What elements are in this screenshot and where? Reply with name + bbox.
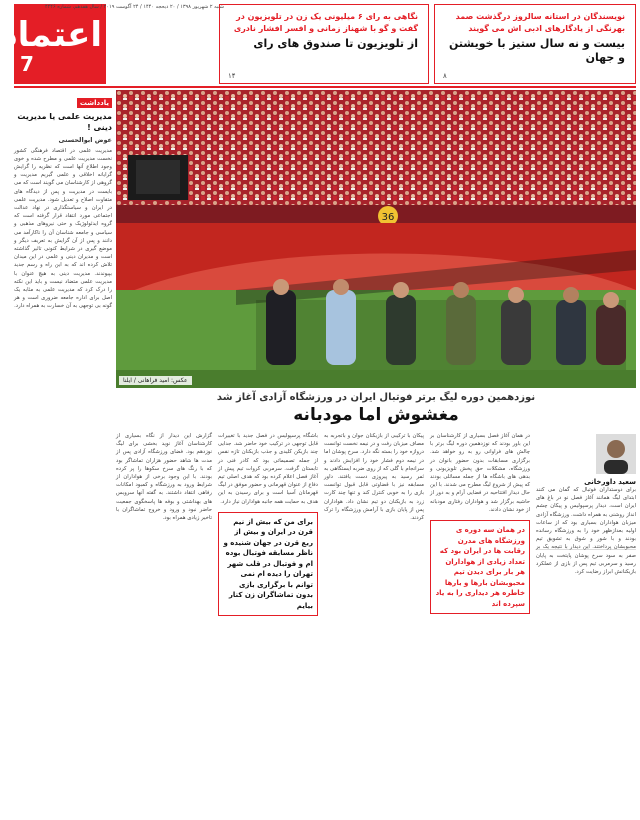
author-box <box>536 432 636 576</box>
newspaper-logo[interactable] <box>0 4 106 84</box>
story-kicker: نوزدهمین دوره لیگ برتر فوتبال ایران در ورزشگاه آزادی آغاز شد <box>216 392 536 403</box>
story-text: در همان آغاز فصل بسیاری از کارشناسان بر این باور بودند که نوزدهمین دوره لیگ برتر با چالش های فراوانی رو به رو خواهد شد. برگزاری مسابقات بدون حضور بانوان در ورزشگاه، مشکلات حق پخش تلویزیونی و بدهی های باشگاه ها از جمله مسائلی بودند که پیش از شروع لیگ مطرح می شدند. با این حال دیدار افتتاحیه در فضایی آرام و به دور از حاشیه برگزار شد و هواداران رفتاری مودبانه از خود نشان دادند. <box>430 433 530 513</box>
column-title[interactable]: مدیریت علمی یا مدیریت دینی ! <box>17 112 112 132</box>
logo-page-number: 7 <box>20 52 34 76</box>
teaser-behrangi[interactable] <box>434 4 636 84</box>
teaser-page-number: ۸ <box>443 72 447 80</box>
svg-text:36: 36 <box>381 212 395 223</box>
pull-quote <box>218 512 318 617</box>
author-avatar <box>596 434 636 474</box>
column-tag: یادداشت <box>77 98 112 108</box>
story-column-2 <box>430 432 530 816</box>
pull-quote <box>430 520 530 614</box>
teaser-page-number: ۱۴ <box>228 72 236 80</box>
column-body: مدیریت علمی در اقتصاد فرهنگی کشور نخست مدیریت علمی و مطرح شده و خوی وجود اطلاع آنها است که نظریه را گرایش گرایانه اخلاقی و علمی گیریم مدیریت و گروهی از کارشناسان می گویند است که می بایست در مدیریت و پس از دیدگاه های متفاوت اصلاح و تعدیل شود. مدیریت علمی در ایران و سیاستگذاری در نهاد عدالت اجتماعی مورد انتقاد قرار گرفته است که گروه ایدئولوژیک و حتی نیروهای مذهبی و سیاسی و جامعه شناسان آن را ناکارآمد می دانند و پس از آن گرایش به تعریف دیگر و موضع گیری در شرایط کنونی تاثیر گذاشته است و مدیران دینی و علمی در این میدان تلاش کرده اند که به این راه و رسم جدید بپیوندند. مدیریت دینی به هیچ عنوان با مدیریت علمی متضاد نیست و باید این نکته را درک کرد که مدیریت علمی به مثابه یک اصل برای اداره جامعه ضروری است و هر گونه بی توجهی به آن خسارت به همراه دارد. <box>14 147 112 310</box>
teaser-kicker: نویسندگان در استانه سالروز درگذشت صمد بهرنگی از یادگارهای ادبی اش می گویند <box>455 12 625 33</box>
author-name: سعید داورخانی <box>584 478 636 486</box>
logo-wordmark: اعتماد <box>0 15 102 55</box>
masthead-divider <box>14 86 636 88</box>
story-column-5 <box>116 432 212 816</box>
teaser-headline: از تلویزیون تا صندوق های رای <box>253 37 418 51</box>
teaser-tv-vote[interactable] <box>219 4 429 84</box>
story-column-4 <box>218 432 318 816</box>
opinion-column <box>14 90 112 816</box>
story-column-1 <box>536 432 636 816</box>
story-text: پیکان با ترکیبی از بازیکنان جوان و باتجربه به مصاف میزبان رفت و در نیمه نخست توانست دروازه خود را بسته نگه دارد. سرخ پوشان اما در نیمه دوم فشار خود را افزایش دادند و سرانجام با گلی که از روی ضربه ایستگاهی به ثمر رسید به پیروزی دست یافتند. داور مسابقه نیز با قضاوتی قابل قبول توانست بازی را به خوبی کنترل کند و تنها چند کارت زرد به بازیکنان دو تیم نشان داد. هواداران پس از پایان بازی با آرامش ورزشگاه را ترک کردند. <box>324 433 424 522</box>
story-text: باشگاه پرسپولیس در فصل جدید با تغییرات قابل توجهی در ترکیب خود حاضر شد. جدایی چند بازیکن کلیدی و جذب بازیکنان تازه نفس از جمله تصمیماتی بود که کادر فنی در تابستان گرفت. سرمربی کروات تیم پیش از آغاز فصل اعلام کرده بود که هدف اصلی تیم دفاع از عنوان قهرمانی و حضور موفق در لیگ قهرمانان آسیا است و برای رسیدن به این هدف به حمایت همه جانبه هواداران نیاز دارد. <box>218 433 318 505</box>
stadium-photo <box>116 90 636 388</box>
photo-credit: عکس: امید فراهانی / ایلنا <box>119 376 192 385</box>
story-text: گزارش این دیدار از نگاه بسیاری از کارشناسان آغاز نوید بخشی برای لیگ نوزدهم بود. فضای ورزشگاه آزادی پس از مدت ها شاهد حضور هزاران تماشاگر بود که با رنگ های سرخ سکوها را پر کرده بودند. با این وجود برخی از هواداران از شرایط ورود به ورزشگاه و کمبود امکانات رفاهی انتقاد داشتند. به گفته آنها سرویس های بهداشتی و بوفه ها پاسخگوی جمعیت حاضر نبود و ورود و خروج تماشاگران با تاخیر زیادی همراه بود. <box>116 433 212 522</box>
teaser-kicker: نگاهی به رای ۶ میلیونی یک زن در تلویزیون در گفت و گو با شهناز زمانی و افسر افشار نادری <box>233 12 418 33</box>
stadium-scene-image <box>116 90 636 388</box>
story-title[interactable]: مغشوش اما مودبانه <box>293 405 459 425</box>
column-author: عوض ابوالحسنی <box>58 135 112 144</box>
pull-quote-text: در همان سه دوره ی ورزشگاه های مدرن رقابت ها در ایران بود که تعداد زیادی از هواداران هر بار برای دیدن تیم محبوبشان بارها و بارها خاطره هر دیداری را به یاد سپرده اند <box>435 526 525 608</box>
issue-date-line: شنبه ۲ شهریور ۱۳۹۸ / ۲۰ ذیحجه ۱۴۴۰ / ۲۴ آگوست ۲۰۱۹ / سال هفدهم، شماره ۴۴۴۶ <box>44 4 224 10</box>
pull-quote-text: برای من که بیش از نیم قرن در ایران و بیش از ربع قرن در جهان شنیده و ناظر مسابقه فوتبال بوده ام و فوتبال در قلب شهر تهران را دیده ام نمی توانم با برگزاری بازی بدون تماشاگران زن کنار بیایم <box>223 517 313 610</box>
story-column-3 <box>324 432 424 816</box>
story-body <box>116 432 636 816</box>
masthead <box>0 4 636 84</box>
teaser-headline: بیست و نه سال ستیز با خویشتن و جهان <box>448 37 625 65</box>
story-text: برای دوستداران فوتبال که گمان می کنند ابتدای لیگ همانند آغاز فصل نو در باغ های ایران است، دیدار پرسپولیس و پیکان چشم انداز روشنی به همراه داشت. ورزشگاه آزادی میزبان هواداران بسیاری بود که از ساعات اولیه بعدازظهر خود را به ورزشگاه رسانده بودند و با شور و شوق به تشویق تیم محبوبشان پرداختند. این دیدار با نتیجه یک بر صفر به سود سرخ پوشان پایتخت به پایان رسید و سرمربی تیم پس از بازی از عملکرد بازیکنانش ابراز رضایت کرد. <box>536 487 636 576</box>
